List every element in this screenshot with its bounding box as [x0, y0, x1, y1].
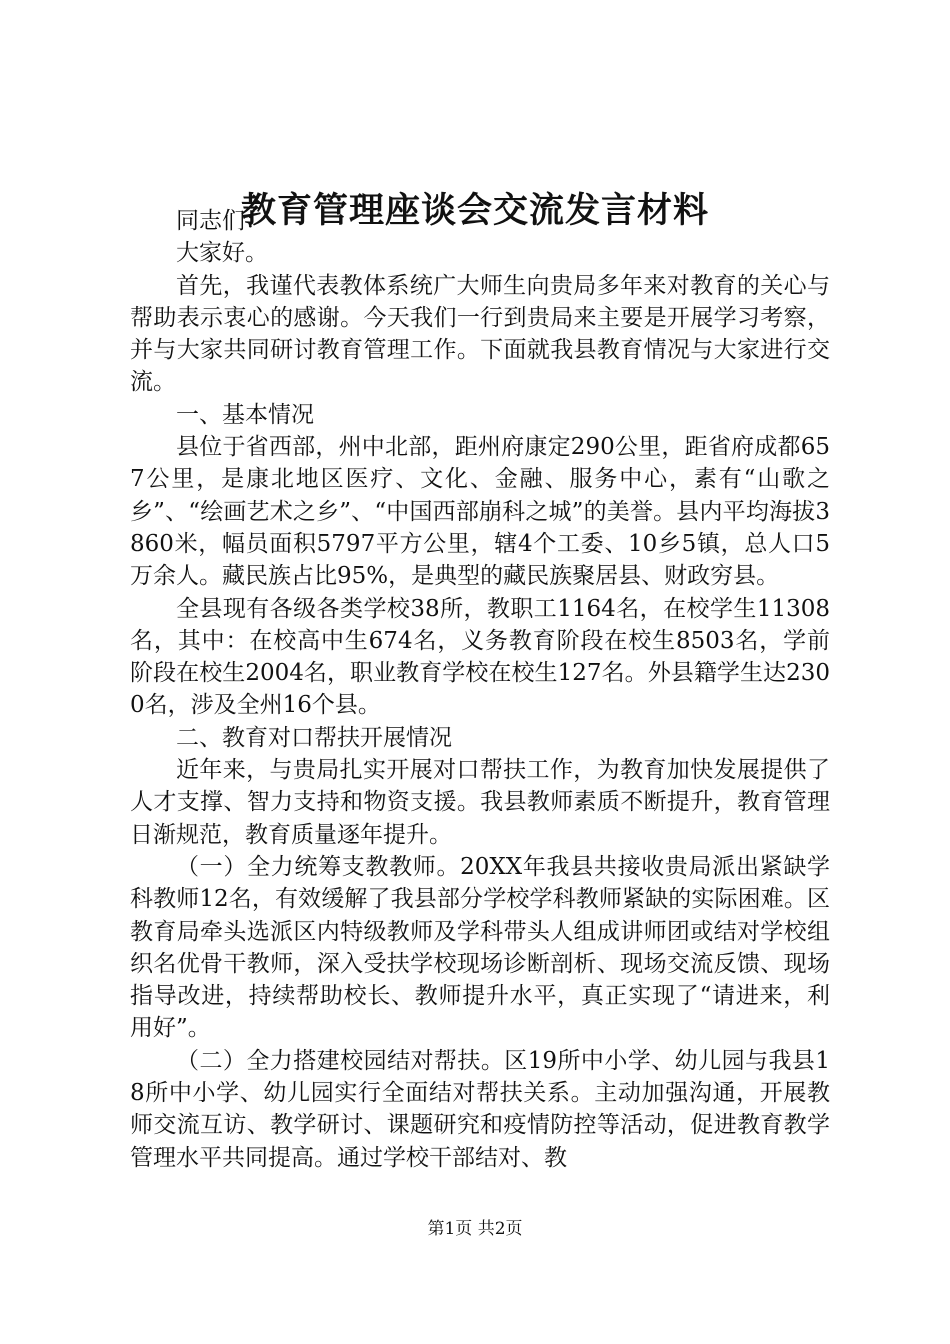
assistance-summary-paragraph: 近年来，与贵局扎实开展对口帮扶工作，为教育加快发展提供了人才支撑、智力支持和物资支援。我县教师素质不断提升，教育管理日渐规范，教育质量逐年提升。	[130, 757, 830, 848]
greeting: 大家好。	[176, 240, 268, 267]
document-body	[130, 205, 830, 1174]
section-heading-basic-situation: 一、基本情况	[176, 401, 314, 428]
teacher-support-paragraph: （一）全力统筹支教教师。20XX年我县共接收贵局派出紧缺学科教师12名，有效缓解了我县部分学校学科教师紧缺的实际困难。区教育局牵头选派区内特级教师及学科带头人组成讲师团或结对学校组织名优骨干教师，深入受扶学校现场诊断剖析、现场交流反馈、现场指导改进，持续帮助校长、教师提升水平，真正实现了“请进来，利用好”。	[130, 853, 830, 1042]
schools-statistics-paragraph: 全县现有各级各类学校38所，教职工1164名，在校学生11308名，其中：在校高中生674名，义务教育阶段在校生8503名，学前阶段在校生2004名，职业教育学校在校生127名。外县籍学生达2300名，涉及全州16个县。	[130, 595, 830, 719]
intro-paragraph: 首先，我谨代表教体系统广大师生向贵局多年来对教育的关心与帮助表示衷心的感谢。今天我们一行到贵局来主要是开展学习考察，并与大家共同研讨教育管理工作。下面就我县教育情况与大家进行交流。	[130, 272, 830, 396]
school-pairing-paragraph: （二）全力搭建校园结对帮扶。区19所中小学、幼儿园与我县18所中小学、幼儿园实行全面结对帮扶关系。主动加强沟通，开展教师交流互访、教学研讨、课题研究和疫情防控等活动，促进教育教学管理水平共同提高。通过学校干部结对、教	[130, 1047, 830, 1171]
county-overview-paragraph: 县位于省西部，州中北部，距州府康定290公里，距省府成都657公里，是康北地区医疗、文化、金融、服务中心，素有“山歌之乡”、“绘画艺术之乡”、“中国西部崩科之城”的美誉。县内平均海拔3860米，幅员面积5797平方公里，辖4个工委、10乡5镇，总人口5万余人。藏民族占比95%，是典型的藏民族聚居县、财政穷县。	[130, 434, 830, 590]
document-title: 教育管理座谈会交流发言材料	[240, 190, 709, 231]
page-number-footer: 第1页 共2页	[427, 1219, 523, 1239]
section-heading-assistance: 二、教育对口帮扶开展情况	[176, 724, 452, 751]
salutation: 同志们：	[176, 208, 268, 234]
